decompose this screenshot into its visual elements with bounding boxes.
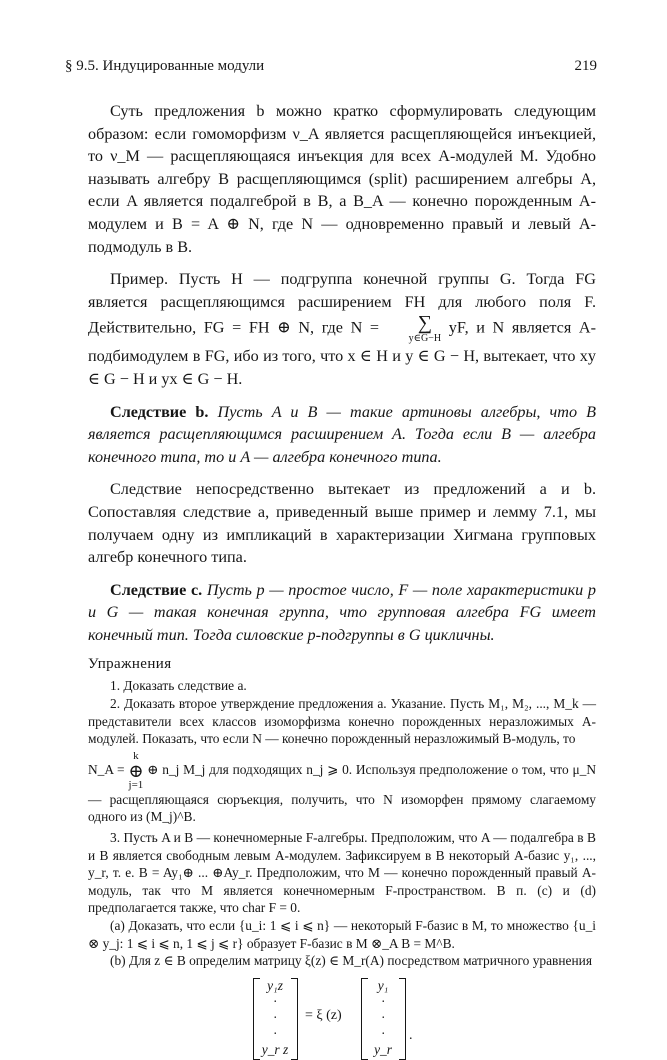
- corollary-b: [88, 401, 596, 469]
- matrix-right-entry: y_r: [374, 1041, 392, 1057]
- sum-symbol: ∑: [417, 312, 433, 335]
- example-text-b: yF, и N является A-подбимодулем в FG, ибо из того, что x ∈ H и y ∈ G − H, вытекает, что xy ∈ G − H и yx ∈ G − H.: [88, 319, 597, 388]
- oplus-upper: k: [133, 749, 139, 762]
- direct-sum-operator: [128, 751, 143, 791]
- matrix-left-entry: ·: [273, 1009, 277, 1025]
- section-title: § 9.5. Индуцированные модули: [65, 58, 265, 74]
- formula-lhs: N_A =: [88, 761, 125, 777]
- right-bracket-close: [399, 978, 406, 1060]
- oplus-symbol: ⊕: [128, 760, 144, 781]
- matrix-left-column: [257, 978, 293, 1058]
- formula-rhs: ⊕ n_j M_j: [147, 761, 206, 777]
- text-body: [88, 100, 596, 1058]
- exercise-3a: (a) Доказать, что если {u_i: 1 ⩽ i ⩽ n} — некоторый F-базис в M, то множество {u_i ⊗ y_j: 1 ⩽ i ⩽ n, 1 ⩽ j ⩽ r} образует F-базис в M ⊗_A B = M^B.: [88, 918, 596, 951]
- corollary-b-statement: Пусть A и B — такие артиновы алгебры, что B является расщепляющимся расширением A. Тогда если B — алгебра конечного типа, то и A — алгебра конечного типа.: [88, 402, 597, 466]
- matrix-left-entry: y₁z: [267, 977, 283, 993]
- left-bracket-close: [291, 978, 298, 1060]
- matrix-period: .: [409, 1027, 413, 1043]
- exercises-heading: Упражнения: [88, 656, 172, 673]
- paragraph-example: [88, 268, 596, 390]
- paragraph-split-extension: Суть предложения b можно кратко сформулировать следующим образом: если гомоморфизм ν_A является расщепляющейся инъекцией, то ν_M — расщепляющаяся инъекция для всех A-модулей M. Удобно называть алгебру B расщепляющимся (split) расширением алгебры A, если A является подалгеброй в B, а B_A — конечно порожденным A-модулем и B = A ⊕ N, где N — одновременно правый и левый A-подмодуль в B.: [88, 102, 596, 256]
- sum-operator: [387, 313, 442, 345]
- exercise-3: 3. Пусть A и B — конечномерные F-алгебры. Предположим, что A — подалгебра в B и B является свободным левым A-модулем. Зафиксируем в B некоторый A-базис y₁, ..., y_r, т. е. B = Ay₁⊕ ... ⊕Ay_r. Предположим, что M — конечно порожденный правый A-модуль, так что M является конечномерным F-пространством. В п. (c) и (d) предполагается также, что char F = 0.: [88, 830, 596, 916]
- paragraph-proof-remark: Следствие непосредственно вытекает из предложений a и b. Сопоставляя следствие a, приведенный выше пример и лемму 7.1, мы получаем одну из импликаций в характеризации Хигмана групповых алгебр конечного типа.: [88, 480, 596, 567]
- matrix-equation: [253, 978, 453, 1058]
- exercise-2-formula: [88, 751, 596, 826]
- matrix-right-entry: y₁: [377, 977, 389, 993]
- matrix-right-entry: ·: [381, 1025, 385, 1041]
- example-text-a: Пример. Пусть H — подгруппа конечной группы G. Тогда FG является расщепляющимся расширением FH для любого поля F. Действительно, FG = FH ⊕ N, где N =: [88, 270, 596, 338]
- oplus-lower: j=1: [128, 778, 144, 791]
- corollary-c-statement: Пусть p — простое число, F — поле характеристики p и G — такая конечная группа, что групповая алгебра FG имеет конечный тип. Тогда силовские p-подгруппы в G цикличны.: [88, 580, 596, 644]
- exercise-1: 1. Доказать следствие a.: [110, 678, 247, 694]
- matrix-right-entry: ·: [381, 993, 385, 1009]
- corollary-c-label: Следствие c.: [110, 580, 203, 599]
- corollary-c: [88, 579, 596, 647]
- matrix-left-entry: ·: [273, 1025, 277, 1041]
- exercise-3b: (b) Для z ∈ B определим матрицу ξ(z) ∈ M_r(A) посредством матричного уравнения: [110, 953, 592, 969]
- matrix-left-entry: ·: [273, 993, 277, 1009]
- running-header: [65, 58, 597, 80]
- sum-limit: y∈G−H: [408, 333, 442, 345]
- exercise-2-part-b: для подходящих n_j ⩾ 0. Используя предположение о том, что μ_N — расщепляющаяся сюръекция, получить, что N изоморфен прямому слагаемому одного из (M_j)^B.: [88, 761, 597, 825]
- matrix-right-column: [365, 978, 401, 1058]
- matrix-left-entry: y_r z: [261, 1041, 289, 1057]
- matrix-xi-operator: = ξ (z): [305, 1007, 342, 1023]
- exercise-2-part-a: 2. Доказать второе утверждение предложения a. Указание. Пусть M₁, M₂, ..., M_k — представители всех классов изоморфизма конечно порожденных неразложимых A-модулей. Показать, что если N — конечно порожденный неразложимый B-модуль, то: [88, 696, 596, 747]
- page-number: 219: [574, 58, 597, 74]
- corollary-b-label: Следствие b.: [110, 402, 209, 421]
- matrix-right-entry: ·: [381, 1009, 385, 1025]
